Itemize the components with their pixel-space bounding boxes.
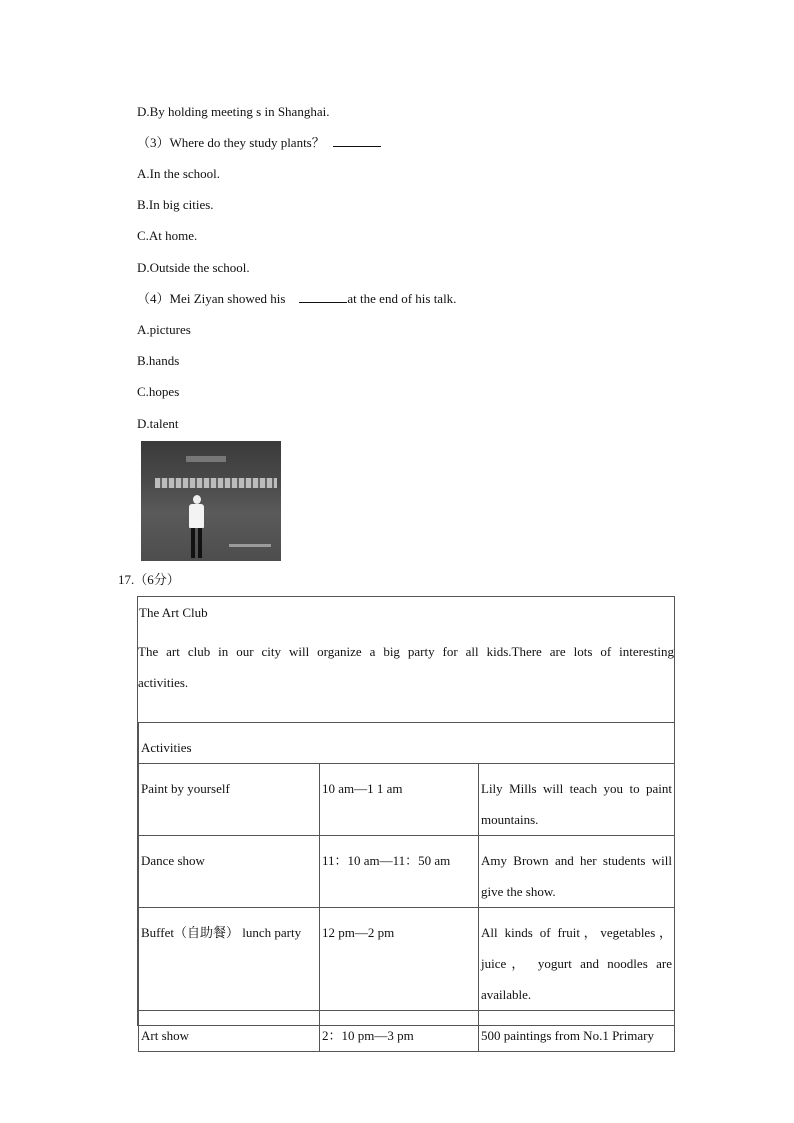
photo-banner [155,478,277,488]
activity-name: Dance show [139,836,320,908]
activity-note: Lily Mills will teach you to paint mountains. [479,764,675,836]
photo-ground-mark [229,544,271,547]
question-3-text: （3）Where do they study plants？ [137,135,325,150]
question-4-text-before: （4）Mei Ziyan showed his [137,291,286,306]
photo-person-body [189,504,204,528]
q3-option-a: A.In the school. [137,166,221,181]
art-club-title: The Art Club [139,605,208,620]
activity-name: Art show [139,1011,320,1052]
activity-name: Paint by yourself [139,764,320,836]
activity-time: 2：10 pm—3 pm [320,1011,479,1052]
q3-option-d: D.Outside the school. [137,260,250,275]
table-row [139,836,675,908]
art-club-description [138,636,674,698]
activity-note: All kinds of fruit，vegetables，juice， yogurt and noodles are available. [479,908,675,1011]
activity-note: Amy Brown and her students will give the show. [479,836,675,908]
option-d-previous: D.By holding meeting s in Shanghai. [137,104,330,119]
table-row [139,764,675,836]
activities-table [138,722,675,1052]
activity-note: 500 paintings from No.1 Primary [479,1011,675,1052]
q4-option-d: D.talent [137,416,179,431]
answer-blank[interactable] [299,291,347,303]
question-4-prompt [137,291,456,307]
activities-header: Activities [139,723,675,764]
table-row [139,908,675,1011]
question-3-prompt [137,135,381,151]
photo-person-standing [141,441,281,561]
art-club-description-line1: The art club in our city will organize a big party for all kids.There are lots of interesting [138,644,674,659]
activity-name: Buffet（自助餐） lunch party [139,908,320,1011]
art-club-description-line2: activities. [138,675,189,690]
question-4-text-after: at the end of his talk. [347,291,457,306]
q3-option-b: B.In big cities. [137,197,214,212]
question-17-label: 17.（6分） [118,572,180,587]
activities-header-row [139,723,675,764]
q4-option-b: B.hands [137,353,180,368]
q4-option-c: C.hopes [137,384,180,399]
q4-option-a: A.pictures [137,322,191,337]
activity-time: 10 am—1 1 am [320,764,479,836]
answer-blank[interactable] [333,135,381,147]
q3-option-c: C.At home. [137,228,198,243]
activity-time: 12 pm—2 pm [320,908,479,1011]
table-row [139,1011,675,1052]
photo-person-legs [191,528,202,558]
photo-person-head [193,495,201,504]
activity-time: 11：10 am—11：50 am [320,836,479,908]
photo-top-sign [186,456,226,462]
